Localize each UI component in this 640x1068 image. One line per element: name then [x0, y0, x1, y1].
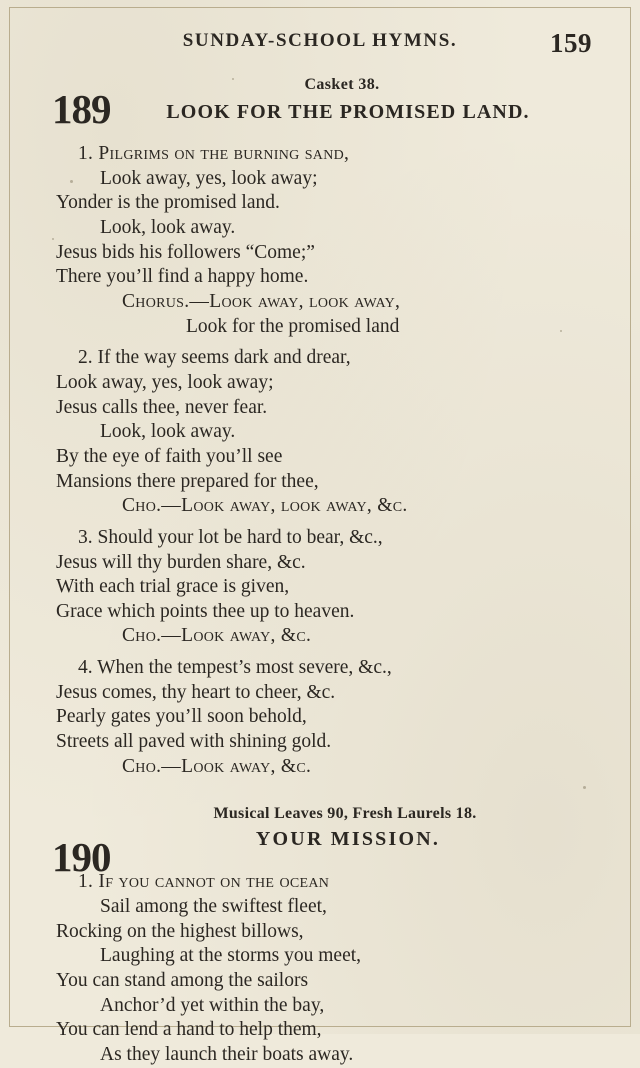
- hymn-line: Look away, yes, look away;: [56, 371, 274, 393]
- hymn-title: LOOK FOR THE PROMISED LAND.: [166, 101, 530, 123]
- hymn-line: 1. If you cannot on the ocean: [78, 871, 330, 893]
- hymn-line: Grace which points thee up to heaven.: [56, 600, 355, 622]
- hymn-line: Jesus calls thee, never fear.: [56, 396, 268, 418]
- hymn-line: Anchor’d yet within the bay,: [100, 994, 325, 1016]
- hymn-verse-block: [56, 346, 588, 519]
- hymn-title-row: [52, 823, 588, 881]
- running-title: SUNDAY-SCHOOL HYMNS.: [182, 30, 458, 51]
- paper-speck: [52, 238, 54, 240]
- hymn-line: You can lend a hand to help them,: [56, 1019, 322, 1041]
- hymn-line: Look, look away.: [100, 216, 236, 238]
- hymn-line: You can stand among the sailors: [56, 970, 309, 992]
- hymn-line: Look, look away.: [100, 421, 236, 443]
- hymn-line: Rocking on the highest billows,: [56, 920, 304, 942]
- hymn-line: Pearly gates you’ll soon behold,: [56, 706, 307, 728]
- hymn-line: As they launch their boats away.: [100, 1044, 354, 1065]
- hymn-number: 189: [52, 86, 111, 132]
- hymn-line: Look away, yes, look away;: [100, 167, 318, 189]
- page-number: 159: [550, 28, 592, 58]
- hymn-line: Jesus comes, thy heart to cheer, &c.: [56, 681, 336, 703]
- hymn-line: 2. If the way seems dark and drear,: [78, 347, 351, 369]
- hymn-tune-label: Musical Leaves 90, Fresh Laurels 18.: [213, 805, 477, 823]
- hymn-chorus-line: Chorus.—Look away, look away,: [122, 290, 401, 312]
- page-header: [30, 30, 610, 60]
- hymn-title-row: [52, 86, 588, 135]
- hymn-line: Yonder is the promised land.: [56, 192, 280, 214]
- hymn-line: Mansions there prepared for thee,: [56, 470, 319, 492]
- paper-speck: [583, 786, 586, 789]
- hymn-verse-block: [56, 656, 588, 779]
- hymn-verse-block: [56, 142, 588, 339]
- hymn-line: Jesus bids his followers “Come;”: [56, 241, 315, 263]
- hymn-line: By the eye of faith you’ll see: [56, 445, 283, 467]
- page-content: [30, 76, 610, 1068]
- hymn-190: [52, 805, 588, 1067]
- hymn-line: 3. Should your lot be hard to bear, &c.,: [78, 526, 383, 548]
- hymn-line: Jesus will thy burden share, &c.: [56, 551, 306, 573]
- hymn-line: There you’ll find a happy home.: [56, 266, 309, 288]
- hymn-chorus-line: Look for the promised land: [186, 315, 400, 337]
- hymn-verse-block: [56, 870, 588, 1067]
- hymn-line: Streets all paved with shining gold.: [56, 731, 332, 753]
- hymn-189: [52, 76, 588, 779]
- hymn-chorus-line: Cho.—Look away, &c.: [122, 625, 312, 647]
- hymn-number: 190: [52, 834, 111, 881]
- hymn-chorus-line: Cho.—Look away, &c.: [122, 755, 312, 777]
- hymn-line: Laughing at the storms you meet,: [100, 945, 362, 967]
- hymn-verse-block: [56, 526, 588, 649]
- hymn-chorus-line: Cho.—Look away, look away, &c.: [122, 495, 408, 517]
- hymn-line: With each trial grace is given,: [56, 576, 290, 598]
- hymn-tune-label: Casket 38.: [304, 76, 380, 93]
- hymn-line: 1. Pilgrims on the burning sand,: [78, 143, 350, 164]
- hymn-title: YOUR MISSION.: [255, 828, 441, 851]
- hymn-line: Sail among the swiftest fleet,: [100, 896, 327, 918]
- hymn-line: 4. When the tempest’s most severe, &c.,: [78, 657, 392, 679]
